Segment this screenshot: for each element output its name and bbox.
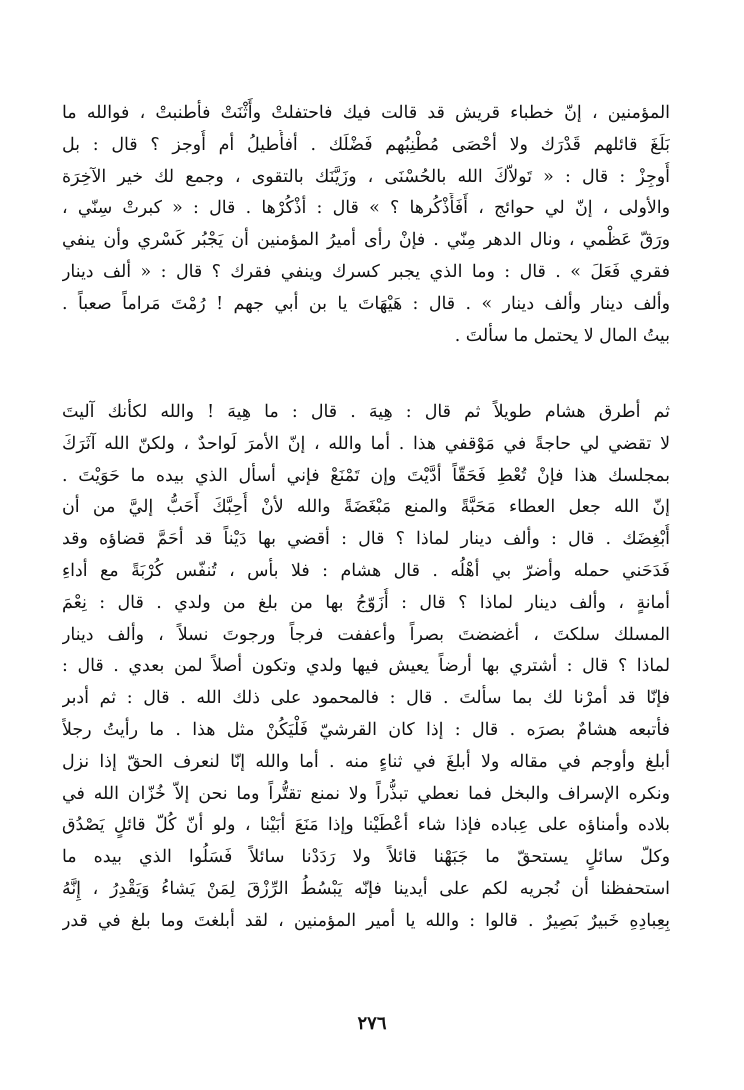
text-line: استحفظنا أن نُجريه لكم على أيدينا فإنّه يَبْسُطُ الرِّزْقَ لِمَنْ يَشاءُ وَيَقْدِرُ ، إِنَّهُ (62, 878, 670, 899)
text-line: أُبْغِضَك . قال : وألف دينار لماذا ؟ قال : أقضي بها دَيْناً قد أحَمَّ قضاؤه وقد (62, 529, 670, 550)
text-line: المؤمنين ، إنّ خطباء قريش قد قالت فيك فاحتفلتْ وأَثْنَتْ فأطنبتْ ، فوالله ما (62, 103, 670, 123)
text-line: والأولى ، إنّ لي حوائج ، أَفَأَذْكُرها ؟ » قال : أذْكُرْها . قال : « كبرتْ سِنّي ، (62, 198, 670, 219)
text-line: ثم أطرق هشام طويلاً ثم قال : هِيهَ . قال : ما هِيهَ ! والله لكأنك آليتَ (62, 402, 670, 422)
text-line: فإنّا قد أمرْنا لك بما سألتَ . قال : فالمحمود على ذلك الله . قال : ثم أدبر (62, 688, 670, 709)
text-line: ورَقّ عَظْمي ، ونال الدهر مِنّي . فإنْ رأى أميرُ المؤمنين أن يَجْبُر كَسْري وأن ينفي (62, 230, 670, 251)
text-line: فقري فَعَلَ » . قال : وما الذي يجبر كسرك وينفي فقرك ؟ قال : « ألف دينار (62, 261, 670, 282)
text-line: المسلك سلكتَ ، أغضضتَ بصراً وأعففت فرجاً ورجوتَ نسلاً ، وألف دينار (62, 624, 670, 645)
text-line: لماذا ؟ قال : أشتري بها أرضاً يعيش فيها ولدي وتكون أصلاً لمن بعدي . قال : (62, 656, 670, 677)
text-line: فأتبعه هشامٌ بصرَه . قال : إذا كان القرشيّ فَلْيَكُنْ مثل هذا . ما رأيتُ رجلاً (62, 719, 670, 740)
text-line: بمجلسك هذا فإنْ تُعْطِ فَحَقّاً أدَّيْتَ وإن تَمْنَعْ فإني أسأل الذي بيده ما حَوَيْتَ . (62, 465, 670, 486)
text-line: بِعِبادِهِ خَبيرٌ بَصِيرٌ . قالوا : والله يا أمير المؤمنين ، لقد أبلغتَ وما بلغ في قدر (62, 910, 670, 931)
paragraph-1 (62, 98, 670, 352)
text-line: لا تقضي لي حاجةً في مَوْقفي هذا . أما والله ، إنّ الأمرَ لَواحدٌ ، ولكنّ الله آثَرَكَ (62, 433, 670, 454)
text-line: أمانةٍ ، وألف دينار لماذا ؟ قال : أُزَوّجُ بها من بلغ من ولدي . قال : نِعْمَ (62, 592, 670, 613)
text-line: بيتُ المال لا يحتمل ما سألتَ . (454, 325, 670, 346)
text-line: وألف دينار وألف دينار » . قال : هَيْهَاتَ يا بن أبي جهم ! رُمْتَ مَراماً صعباً . (62, 293, 670, 314)
paragraph-2 (62, 397, 670, 938)
text-line: أُوجِزْ : قال : « تَولاّكَ الله بالحُسْنَى ، وزَيَّنَك بالتقوى ، وجمع لك خير الآخِرَة (62, 166, 670, 187)
text-line: بَلَغَ قائلهم قَدْرَك ولا أحْصَى مُطْنِبُهم فَضْلَك . أفأُطيلُ أم أُوجز ؟ قال : بل (62, 134, 670, 155)
page-number: ٢٧٦ (357, 1013, 387, 1034)
text-line: إنّ الله جعل العطاء مَحَبَّةً والمنع مَبْغَضَةً والله لأنْ أُحِبَّكَ أَحَبُّ إليَّ من أن (62, 497, 670, 518)
text-line: ونكره الإسراف والبخل فما نعطي تبذُّراً ولا نمنع تقتُّراً وما نحن إلاّ خُزّان الله في (62, 783, 670, 804)
text-line: وكلّ سائلٍ يستحقّ ما جَبَهْنا قائلاً ولا رَدَدْنا سائلاً فَسَلُوا الذي بيده ما (62, 847, 670, 868)
text-line: فَدَحَني حمله وأضرّ بي أهْلُه . قال هشام : فلا بأس ، تُنفّس كُرْبَةً مع أداءِ (62, 560, 670, 581)
text-line: أبلغ وأوجم في مقاله ولا أبلغَ في ثناءٍ منه . أما والله إنّا لنعرف الحقّ إذا نزل (62, 751, 670, 772)
text-line: بلاده وأمناؤه على عِباده فإذا شاء أعْطَيْنا وإذا مَنَعَ أبَيْنا ، ولو أنّ كُلّ قائلٍ يَصْدُق (62, 815, 670, 836)
